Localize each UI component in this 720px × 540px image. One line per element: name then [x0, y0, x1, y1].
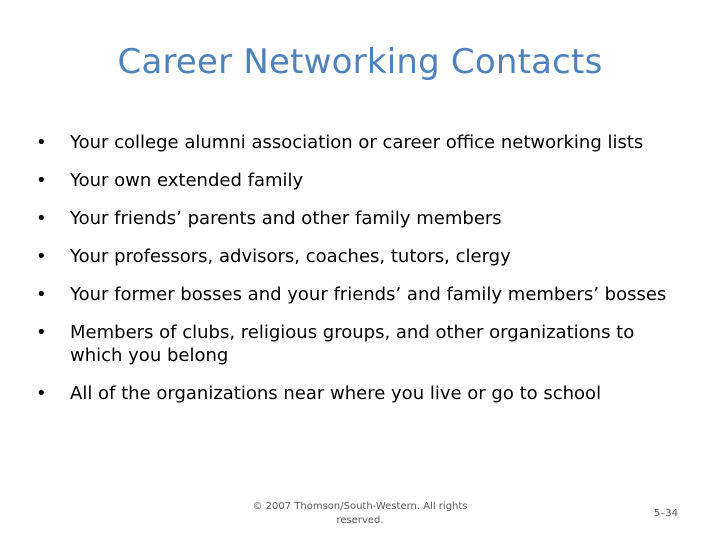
bullet-icon: •	[36, 383, 47, 404]
bullet-text: Your friends’ parents and other family members	[70, 208, 502, 229]
bullet-text: All of the organizations near where you live or go to school	[70, 383, 602, 404]
bullet-item	[36, 245, 676, 268]
page-number: 5–34	[653, 508, 678, 519]
bullet-text: Your own extended family	[70, 170, 304, 191]
bullet-item	[36, 283, 676, 306]
bullet-item	[36, 131, 676, 154]
bullet-item	[36, 207, 676, 230]
bullet-item	[36, 321, 676, 367]
bullet-list	[36, 131, 676, 420]
slide-title: Career Networking Contacts	[117, 42, 603, 82]
bullet-item	[36, 169, 676, 192]
bullet-icon: •	[36, 246, 47, 267]
bullet-icon: •	[36, 322, 47, 343]
bullet-text: Members of clubs, religious groups, and other organizations to which you belong	[70, 322, 635, 366]
bullet-text: Your former bosses and your friends’ and family members’ bosses	[70, 284, 667, 305]
bullet-text: Your professors, advisors, coaches, tutors, clergy	[70, 246, 511, 267]
bullet-item	[36, 382, 676, 405]
bullet-icon: •	[36, 284, 47, 305]
bullet-text: Your college alumni association or career office networking lists	[70, 132, 644, 153]
bullet-icon: •	[36, 132, 47, 153]
copyright-footer: © 2007 Thomson/South-Western. All rights reserved.	[252, 501, 468, 526]
bullet-icon: •	[36, 208, 47, 229]
bullet-icon: •	[36, 170, 47, 191]
